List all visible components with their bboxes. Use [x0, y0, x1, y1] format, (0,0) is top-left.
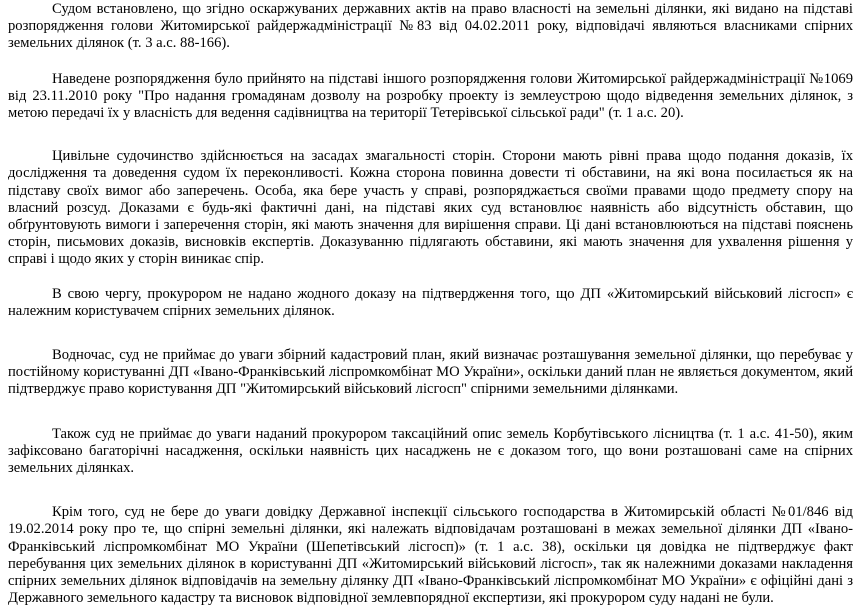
paragraph-cadastral-plan: Водночас, суд не приймає до уваги збірний кадастровий план, який визначає розташування земельної ділянки, що перебуває у постійному користуванні ДП «Івано-Франківський ліспромкомбінат МО України», оскільки даний план не являється документом, який підтверджує право користування ДП "Житомирський військовий лісгосп" спірними земельними ділянками.: [8, 347, 853, 398]
paragraph-forest-inventory: Також суд не приймає до уваги наданий прокурором таксаційний опис земель Корбутівського лісництва (т. 1 а.с. 41-50), яким зафіксовано багаторічні насадження, оскільки наявність цих насаджень не є доказом того, що вони розташовані саме на спірних земельних ділянках.: [8, 425, 853, 477]
paragraph-administration-order: Наведене розпорядження було прийнято на підставі іншого розпорядження голови Житомирської райдержадміністрації №1069 від 23.11.2010 року "Про надання громадянам дозволу на розробку проекту із землеустрою щодо відведення земельних ділянок, з метою передачі їх у власність для ведення садівництва на території Тетерівської сільської ради" (т. 1 а.с. 20).: [8, 70, 853, 122]
paragraph-inspection-certificate: Крім того, суд не бере до уваги довідку Державної інспекції сільського господарства в Житомирській області №01/846 від 19.02.2014 року про те, що спірні земельні ділянки, які належать відповідачам розташовані в межах земельної ділянки ДП «Івано-Франківський ліспромкомбінат МО України (Шепетівський лісгосп)» (т. 1 а.с. 38), оскільки ця довідка не підтверджує факт перебування цих земельних ділянок в користуванні ДП «Житомирський військовий лісгосп», так як належними доказами накладення спірних земельних ділянок відповідачів на земельну ділянку ДП «Івано-Франківський ліспромкомбінат МО України» є офіційні дані з Державного земельного кадастру та висновок відповідної землевпорядної експертизи, які прокурором суду надані не були.: [8, 504, 853, 607]
paragraph-ownership-acts: Судом встановлено, що згідно оскаржуваних державних актів на право власності на земельні ділянки, які видано на підставі розпорядження голови Житомирської райдержадміністрації №83 від 04.02.2011 року, відповідачі являються власниками спірних земельних ділянок (т. 3 а.с. 88-166).: [8, 1, 853, 52]
paragraph-civil-procedure: Цивільне судочинство здійснюється на засадах змагальності сторін. Сторони мають рівні права щодо подання доказів, їх дослідження та доведення судом їх переконливості. Кожна сторона повинна довести ті обставини, на які вона посилається як на підставу своїх вимог або заперечень. Особа, яка бере участь у справі, розпоряджається своїми правами щодо предмету спору на власний розсуд. Доказами є будь-які фактичні дані, на підставі яких суд встановлює наявність або відсутність обставин, що обґрунтовують вимоги і заперечення сторін, які мають значення для вирішення справи. Ці дані встановлюються на підставі пояснень сторін, письмових доказів, висновків експертів. Доказуванню підлягають обставини, які мають значення для ухвалення рішення у справі і щодо яких у сторін виникає спір.: [8, 148, 853, 268]
document-body: [8, 0, 853, 607]
paragraph-no-evidence: В свою чергу, прокурором не надано жодного доказу на підтвердження того, що ДП «Житомирський військовий лісгосп» є належним користувачем спірних земельних ділянок.: [8, 285, 853, 319]
